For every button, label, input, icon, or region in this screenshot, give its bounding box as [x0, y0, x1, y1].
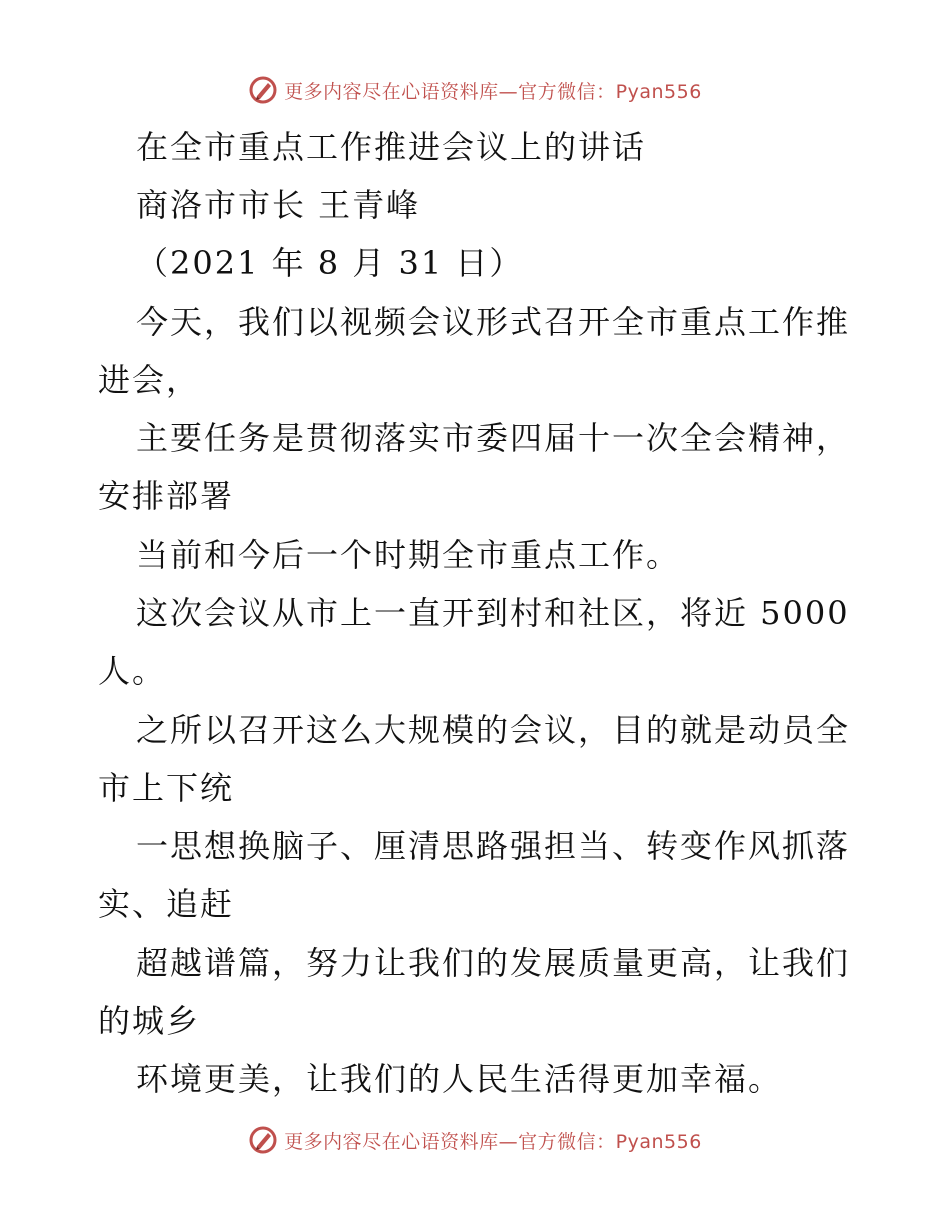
paragraph-line: 今天，我们以视频会议形式召开全市重点工作推: [136, 303, 851, 341]
paragraph-line: 进会，: [98, 361, 201, 399]
paragraph-line: 超越谱篇，努力让我们的发展质量更高，让我们: [136, 944, 851, 982]
header-banner-text: 更多内容尽在心语资料库—官方微信：Pyan556: [284, 80, 702, 103]
document-date: （2021 年 8 月 31 日）: [136, 244, 524, 282]
header-banner: [0, 70, 950, 110]
paragraph-line: 的城乡: [98, 1002, 201, 1040]
paragraph-line: 之所以召开这么大规模的会议，目的就是动员全: [136, 711, 851, 749]
paragraph-line: 一思想换脑子、厘清思路强担当、转变作风抓落: [136, 827, 851, 865]
pen-logo-icon: [248, 1125, 278, 1155]
paragraph-line: 这次会议从市上一直开到村和社区，将近 5000: [136, 594, 850, 632]
paragraph-line: 实、追赶: [98, 885, 235, 923]
paragraph-line: 市上下统: [98, 769, 235, 807]
footer-banner: [0, 1120, 950, 1160]
paragraph-line: 主要任务是贯彻落实市委四届十一次全会精神，: [136, 419, 851, 457]
document-title: 在全市重点工作推进会议上的讲话: [136, 128, 647, 166]
pen-logo-icon: [248, 75, 278, 105]
paragraph-line: 人。: [98, 652, 167, 690]
paragraph-line: 安排部署: [98, 477, 235, 515]
document-author: 商洛市市长 王青峰: [136, 186, 421, 224]
paragraph-line: 环境更美，让我们的人民生活得更加幸福。: [136, 1060, 783, 1098]
footer-banner-text: 更多内容尽在心语资料库—官方微信：Pyan556: [284, 1130, 702, 1153]
paragraph-line: 当前和今后一个时期全市重点工作。: [136, 536, 681, 574]
